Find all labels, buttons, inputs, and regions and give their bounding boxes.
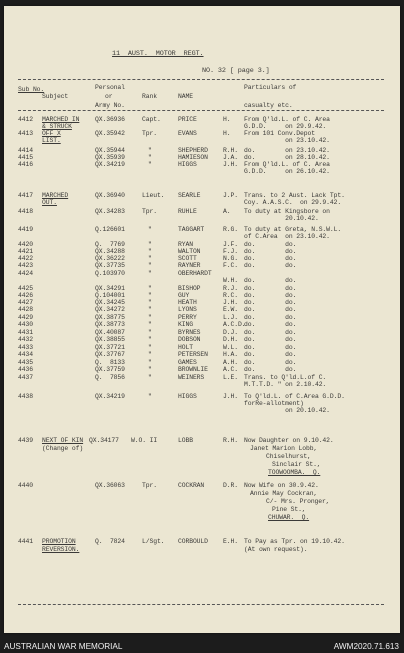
row-initials: W.L. xyxy=(223,344,238,351)
row-particulars: do. do. xyxy=(244,344,297,351)
entry-name: LOBB xyxy=(178,437,193,444)
row-initials: F.J. xyxy=(223,248,238,255)
row-rank: " xyxy=(148,147,152,154)
row-name: SEARLE xyxy=(178,192,201,199)
row-particulars: do. do. xyxy=(244,277,297,284)
col-personal-header: Personal xyxy=(95,84,125,91)
col-particulars-header: Particulars of xyxy=(244,84,297,91)
unit-title: 11 AUST. MOTOR REGT. xyxy=(112,50,204,58)
row-name: PERRY xyxy=(178,314,197,321)
row-particulars: M.T.T.D. " on 2.10.42. xyxy=(244,381,327,388)
row-sub-no: 4436 xyxy=(18,366,33,373)
row-name: HEATH xyxy=(178,299,197,306)
row-sub-no: 4427 xyxy=(18,299,33,306)
row-initials: E.W. xyxy=(223,306,238,313)
row-particulars: To duty at Greta, N.S.W.L. xyxy=(244,226,342,233)
row-particulars: do. do. xyxy=(244,262,297,269)
row-particulars: Trans. to Q'ld.L.of C. xyxy=(244,374,327,381)
entry-sub-no: 4439 xyxy=(18,437,33,444)
row-army-no: QX.36936 xyxy=(95,116,125,123)
entry-subject: NEXT OF KIN xyxy=(42,437,84,444)
row-rank: " xyxy=(148,292,152,299)
row-particulars: do. do. xyxy=(244,366,297,373)
row-sub-no: 4435 xyxy=(18,359,33,366)
row-initials: H.A. xyxy=(223,351,238,358)
row-particulars: on 20.10.42. xyxy=(244,407,330,414)
row-sub-no: 4429 xyxy=(18,314,33,321)
row-sub-no: 4425 xyxy=(18,285,33,292)
row-initials: N.G. xyxy=(223,255,238,262)
row-particulars: From 101 Conv.Depot xyxy=(244,130,315,137)
row-initials: J.H. xyxy=(223,393,238,400)
row-rank: " xyxy=(148,374,152,381)
row-name: RUHLE xyxy=(178,208,197,215)
row-army-no: QX.34291 xyxy=(95,285,125,292)
row-sub-no: 4438 xyxy=(18,393,33,400)
row-rank: " xyxy=(148,248,152,255)
row-initials: R.H. xyxy=(223,147,238,154)
row-sub-no: 4420 xyxy=(18,241,33,248)
row-initials: H. xyxy=(223,130,231,137)
entry-particulars-line: Pine St., xyxy=(272,506,306,513)
row-sub-no: 4422 xyxy=(18,255,33,262)
row-initials: L.E. xyxy=(223,374,238,381)
row-particulars: do. do. xyxy=(244,299,297,306)
row-name: GAMES xyxy=(178,359,197,366)
entry-initials: E.H. xyxy=(223,538,238,545)
row-army-no: QX.34219 xyxy=(95,393,125,400)
entry-subject: PROMOTION xyxy=(42,538,76,545)
row-sub-no: 4428 xyxy=(18,306,33,313)
header-rule-bottom xyxy=(18,110,384,111)
row-army-no: QX.36222 xyxy=(95,255,125,262)
row-particulars: do. do. xyxy=(244,292,297,299)
row-initials: R.G. xyxy=(223,226,238,233)
row-initials: R.J. xyxy=(223,285,238,292)
row-name: SHEPHERD xyxy=(178,147,208,154)
col-or-header: or xyxy=(105,93,113,100)
entry-initials: R.H. xyxy=(223,437,238,444)
row-army-no: QX.35939 xyxy=(95,154,125,161)
row-particulars: forRe-allotment) xyxy=(244,400,304,407)
row-army-no: Q. 8133 xyxy=(95,359,125,366)
row-initials: J.H. xyxy=(223,161,238,168)
row-rank: " xyxy=(148,241,152,248)
row-subject: & STRUCK xyxy=(42,123,72,130)
row-sub-no: 4412 xyxy=(18,116,33,123)
entry-army-no: QX.34177 xyxy=(89,437,119,444)
row-initials: A.H. xyxy=(223,359,238,366)
row-army-no: QX.37767 xyxy=(95,351,125,358)
entry-particulars-line: CHUWAR. Q. xyxy=(268,514,310,521)
row-initials: D.H. xyxy=(223,336,238,343)
entry-army-no: QX.36063 xyxy=(95,482,125,489)
header-rule-top xyxy=(18,79,384,80)
entry-particulars-line: Janet Marion Lobb, xyxy=(250,445,318,452)
col-subject-header: Subject xyxy=(42,93,69,100)
entry-name: CORBOULD xyxy=(178,538,208,545)
row-rank: " xyxy=(148,329,152,336)
footer-bar xyxy=(0,640,404,653)
row-name: BISHOP xyxy=(178,285,201,292)
row-subject: OUT. xyxy=(42,199,57,206)
row-name: TAGGART xyxy=(178,226,205,233)
row-name: WEINERS xyxy=(178,374,205,381)
row-rank: " xyxy=(148,344,152,351)
row-name: HAMIESON xyxy=(178,154,208,161)
row-particulars: do. do. xyxy=(244,329,297,336)
entry-sub-no: 4441 xyxy=(18,538,33,545)
col-casualty-header: casualty etc. xyxy=(244,102,293,109)
row-rank: " xyxy=(148,262,152,269)
row-particulars: do. on 23.10.42. xyxy=(244,147,330,154)
entry-rank: W.O. II xyxy=(131,437,158,444)
row-name: KING xyxy=(178,321,193,328)
row-particulars: do. do. xyxy=(244,321,297,328)
row-initials: A.C. xyxy=(223,366,238,373)
row-army-no: QX.36940 xyxy=(95,192,125,199)
row-name: PETERSEN xyxy=(178,351,208,358)
row-particulars: do. do. xyxy=(244,255,297,262)
row-army-no: Q. 7769 xyxy=(95,241,125,248)
row-rank: Tpr. xyxy=(142,130,157,137)
row-particulars: G.D.D. on 26.10.42. xyxy=(244,168,330,175)
row-sub-no: 4434 xyxy=(18,351,33,358)
row-subject: MARCHED xyxy=(42,192,69,199)
col-sub-no-header: Sub No. xyxy=(18,86,45,93)
row-rank: " xyxy=(148,154,152,161)
col-rank-header: Rank xyxy=(142,93,157,100)
row-sub-no: 4418 xyxy=(18,208,33,215)
row-rank: " xyxy=(148,226,152,233)
row-sub-no: 4416 xyxy=(18,161,33,168)
row-particulars: Trans. to 2 Aust. Lack Tpt. xyxy=(244,192,345,199)
entry-particulars-line: Now Daughter on 9.10.42. xyxy=(244,437,334,444)
row-sub-no: 4430 xyxy=(18,321,33,328)
row-army-no: Q. 7856 xyxy=(95,374,125,381)
row-rank: Tpr. xyxy=(142,208,157,215)
row-particulars: of C.Area on 23.10.42. xyxy=(244,233,330,240)
row-army-no: QX.34245 xyxy=(95,299,125,306)
entry-army-no: Q. 7824 xyxy=(95,538,125,545)
row-name: WALTON xyxy=(178,248,201,255)
entry-particulars-line: (At own request). xyxy=(244,546,308,553)
row-sub-no: 4419 xyxy=(18,226,33,233)
col-army-no-header: Army No. xyxy=(95,102,125,109)
entry-sub-no: 4440 xyxy=(18,482,33,489)
entry-name: COCKRAN xyxy=(178,482,205,489)
entry-rank: L/Sgt. xyxy=(142,538,165,545)
row-initials: L.J. xyxy=(223,314,238,321)
row-name: HOLT xyxy=(178,344,193,351)
row-name: BROWNLIE xyxy=(178,366,208,373)
entry-particulars-line: Now Wife on 30.9.42. xyxy=(244,482,319,489)
row-particulars: do. on 28.10.42. xyxy=(244,154,330,161)
row-rank: " xyxy=(148,393,152,400)
row-initials: A. xyxy=(223,208,231,215)
row-name: HIGGS xyxy=(178,393,197,400)
row-rank: " xyxy=(148,351,152,358)
row-rank: " xyxy=(148,306,152,313)
row-sub-no: 4421 xyxy=(18,248,33,255)
row-sub-no: 4437 xyxy=(18,374,33,381)
row-particulars: Coy. A.A.S.C. on 29.9.42. xyxy=(244,199,342,206)
row-rank: " xyxy=(148,314,152,321)
row-particulars: From Q'ld.L. of C. Area xyxy=(244,161,330,168)
row-initials: J.F. xyxy=(223,241,238,248)
entry-particulars-line: Sinclair St., xyxy=(272,461,321,468)
row-sub-no: 4423 xyxy=(18,262,33,269)
row-army-no: Q.104001 xyxy=(95,292,125,299)
row-name: DOBSON xyxy=(178,336,201,343)
row-initials: J.P. xyxy=(223,192,238,199)
row-initials: F.C. xyxy=(223,262,238,269)
row-rank: " xyxy=(148,359,152,366)
row-sub-no: 4431 xyxy=(18,329,33,336)
row-name: EVANS xyxy=(178,130,197,137)
row-army-no: QX.38775 xyxy=(95,314,125,321)
row-name: PRICE xyxy=(178,116,197,123)
row-army-no: Q.126601 xyxy=(95,226,125,233)
row-army-no: QX.40087 xyxy=(95,329,125,336)
entry-particulars-line: C/- Mrs. Pronger, xyxy=(266,498,330,505)
row-particulars: do. do. xyxy=(244,248,297,255)
row-particulars: do. do. xyxy=(244,306,297,313)
row-army-no: QX.34219 xyxy=(95,161,125,168)
row-army-no: QX.34272 xyxy=(95,306,125,313)
row-rank: Lieut. xyxy=(142,192,165,199)
row-initials: A.C.D. xyxy=(223,321,246,328)
row-initials: H. xyxy=(223,116,231,123)
row-rank: " xyxy=(148,270,152,277)
row-particulars: To Q'ld.L. of C.Area G.D.D. xyxy=(244,393,345,400)
row-name: OBERHARDT xyxy=(178,270,212,277)
row-name: RAYNER xyxy=(178,262,201,269)
entry-particulars-line: To Pay as Tpr. on 19.10.42. xyxy=(244,538,345,545)
row-sub-no: 4417 xyxy=(18,192,33,199)
footer-institution: AUSTRALIAN WAR MEMORIAL xyxy=(4,642,123,651)
row-particulars: 20.10.42. xyxy=(244,215,319,222)
entry-rank: Tpr. xyxy=(142,482,157,489)
document-page xyxy=(4,6,400,633)
row-army-no: QX.37721 xyxy=(95,344,125,351)
row-subject: LIST. xyxy=(42,137,61,144)
entry-particulars-line: TOOWOOMBA. Q. xyxy=(268,469,321,476)
row-name: RYAN xyxy=(178,241,193,248)
row-sub-no: 4424 xyxy=(18,270,33,277)
row-particulars: do. do. xyxy=(244,351,297,358)
row-sub-no: 4426 xyxy=(18,292,33,299)
col-name-header: NAME xyxy=(178,93,193,100)
row-name: SCOTT xyxy=(178,255,197,262)
row-particulars: do. do. xyxy=(244,359,297,366)
row-rank: " xyxy=(148,336,152,343)
row-subject: MARCHED IN xyxy=(42,116,80,123)
row-army-no: QX.34288 xyxy=(95,248,125,255)
row-sub-no: 4415 xyxy=(18,154,33,161)
page-reference: NO. 32 [ page 3.] xyxy=(202,67,270,75)
row-subject: OFF X xyxy=(42,130,61,137)
row-initials: D.J. xyxy=(223,329,238,336)
row-army-no: QX.37735 xyxy=(95,262,125,269)
entry-particulars-line: Annie May Cockran, xyxy=(250,490,318,497)
row-sub-no: 4432 xyxy=(18,336,33,343)
row-particulars: From Q'ld.L. of C. Area xyxy=(244,116,330,123)
entry-initials: D.R. xyxy=(223,482,238,489)
row-particulars: G.D.D. on 29.9.42. xyxy=(244,123,327,130)
row-rank: Capt. xyxy=(142,116,161,123)
row-name: HIGGS xyxy=(178,161,197,168)
row-initials: R.C. xyxy=(223,292,238,299)
row-army-no: QX.35944 xyxy=(95,147,125,154)
row-particulars: To duty at Kingsbore on xyxy=(244,208,330,215)
row-name: GUY xyxy=(178,292,190,299)
entry-subject-line-2: (Change of) xyxy=(42,445,84,452)
row-rank: " xyxy=(148,366,152,373)
row-particulars: do. do. xyxy=(244,314,297,321)
row-army-no: QX.35942 xyxy=(95,130,125,137)
row-sub-no: 4433 xyxy=(18,344,33,351)
row-rank: " xyxy=(148,299,152,306)
row-army-no: QX.34283 xyxy=(95,208,125,215)
row-army-no: Q.103970 xyxy=(95,270,125,277)
row-army-no: QX.38855 xyxy=(95,336,125,343)
row-initials: J.H. xyxy=(223,299,238,306)
row-rank: " xyxy=(148,255,152,262)
row-rank: " xyxy=(148,285,152,292)
entry-subject-line-2: REVERSION. xyxy=(42,546,80,553)
row-particulars: do. do. xyxy=(244,336,297,343)
row-particulars: do. do. xyxy=(244,285,297,292)
row-army-no: QX.38773 xyxy=(95,321,125,328)
entry-particulars-line: Chiselhurst, xyxy=(266,453,311,460)
row-army-no: QX.37759 xyxy=(95,366,125,373)
row-name: LYONS xyxy=(178,306,197,313)
row-particulars: do. do. xyxy=(244,241,297,248)
row-sub-no: 4413 xyxy=(18,130,33,137)
footer-accession-number: AWM2020.71.613 xyxy=(333,642,399,651)
bottom-rule xyxy=(18,604,384,605)
row-initials: J.A. xyxy=(223,154,238,161)
row-rank: " xyxy=(148,161,152,168)
row-initials: W.H. xyxy=(223,277,238,284)
row-name: BYRNES xyxy=(178,329,201,336)
row-sub-no: 4414 xyxy=(18,147,33,154)
row-rank: " xyxy=(148,321,152,328)
row-particulars: on 23.10.42. xyxy=(244,137,330,144)
